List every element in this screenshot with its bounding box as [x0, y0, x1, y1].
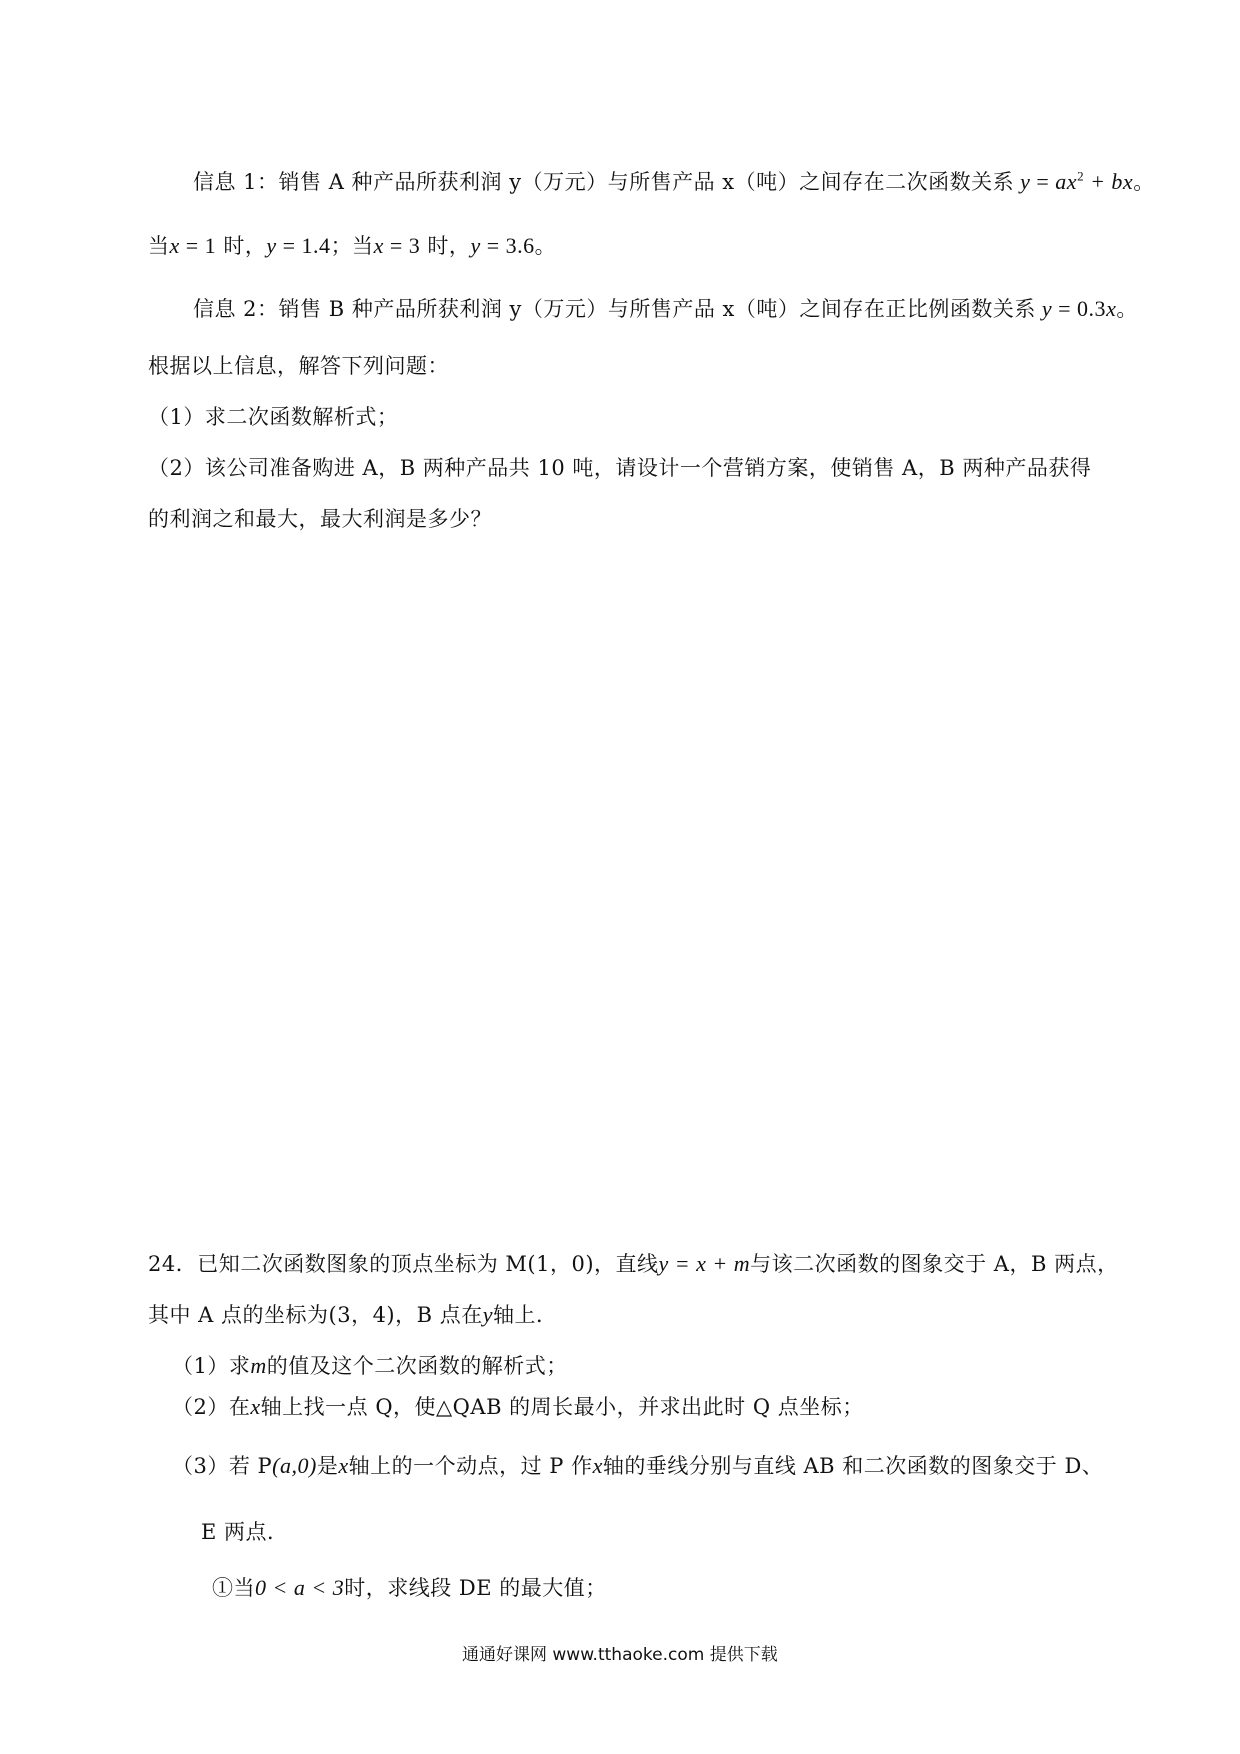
- info1-formula: $y = ax^2$ + bx: [1020, 168, 1134, 194]
- q24-line2: 其中 A 点的坐标为(3，4)，B 点在y轴上．: [148, 1302, 558, 1327]
- q23-part1: （1）求二次函数解析式；: [148, 405, 399, 429]
- info2-line: 信息 2：销售 B 种产品所获利润 y（万元）与所售产品 x（吨）之间存在正比例函数关系 y = 0.3x。: [193, 296, 1138, 321]
- info2-formula: y = 0.3x: [1041, 296, 1117, 321]
- q24-line1: 24．已知二次函数图象的顶点坐标为 M(1，0)，直线y = x + m与该二次函数的图象交于 A，B 两点，: [148, 1251, 1119, 1276]
- q24-part2: （2）在x轴上找一点 Q，使△QAB 的周长最小，并求出此时 Q 点坐标；: [172, 1394, 864, 1419]
- info1-line1: 信息 1：销售 A 种产品所获利润 y（万元）与所售产品 x（吨）之间存在二次函数关系 $y = ax^2$ + bx。: [193, 168, 1155, 194]
- q23-part2-line2: 的利润之和最大，最大利润是多少？: [148, 507, 492, 531]
- q24-part1: （1）求m的值及这个二次函数的解析式；: [172, 1353, 568, 1378]
- info1-line1-text: 信息 1：销售 A 种产品所获利润 y（万元）与所售产品 x（吨）之间存在二次函数关系: [193, 170, 1015, 194]
- q24-sub1: ①当0 < a < 3时，求线段 DE 的最大值；: [212, 1575, 607, 1600]
- info1-line2: 当x = 1 时，y = 1.4；当x = 3 时，y = 3.6。: [148, 233, 557, 258]
- q24-part3: （3）若 P(a,0)是x轴上的一个动点，过 P 作x轴的垂线分别与直线 AB 和二次函数的图象交于 D、: [172, 1453, 1104, 1478]
- q23-intro: 根据以上信息，解答下列问题：: [148, 354, 449, 378]
- q24-line-formula: y = x + m: [658, 1251, 751, 1276]
- q23-part2-line1: （2）该公司准备购进 A，B 两种产品共 10 吨，请设计一个营销方案，使销售 A，B 两种产品获得: [148, 456, 1092, 480]
- footer-text: 通通好课网 www.tthaoke.com 提供下载: [462, 1645, 778, 1665]
- q24-part3-line2: E 两点．: [201, 1520, 289, 1544]
